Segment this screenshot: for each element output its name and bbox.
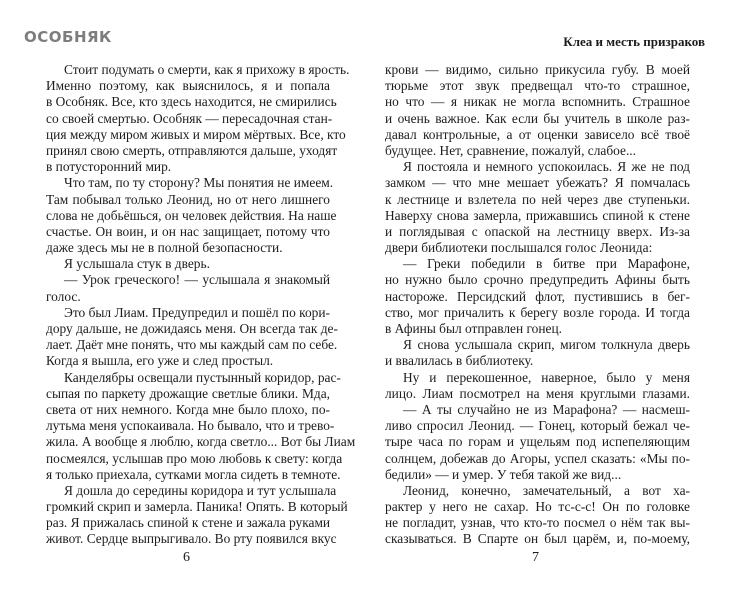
text-line: лает. Даёт мне понять, что мы каждый сам по себе.	[46, 337, 338, 353]
text-line: ливо спросил Леонид. — Гонец, который бежал че-	[385, 418, 690, 434]
text-line: Что там, по ту сторону? Мы понятия не имеем.	[64, 175, 334, 191]
text-line: двери библиотеки послышался голос Леонида:	[385, 240, 653, 256]
text-line: — Урок греческого! — услышала я знакомый	[64, 272, 330, 288]
text-line: Я снова услышала скрип, мигом толкнула дверь	[403, 337, 690, 353]
running-header-book-title: ОСОБНЯК	[24, 28, 112, 46]
text-line: я только приехала, сутками могла сидеть в темноте.	[46, 466, 341, 482]
text-line: принял свою смерть, отправляются дальше, уходят	[46, 142, 338, 158]
text-line: Я постояла и немного успокоилась. Я же не под	[403, 159, 690, 175]
text-line: раз. Я прижалась спиной к стене и зажала руками	[46, 515, 331, 531]
text-line: тюрьме этот звук предвещал что-то страшное,	[385, 78, 690, 94]
text-line: не погладит, узнав, что кто-то посмел о нём так вы-	[385, 515, 690, 531]
text-line: лицо. Лиам посмотрел на меня круглыми глазами.	[385, 385, 690, 401]
text-line: дору дальше, не дожидаясь меня. Он всегда так де-	[46, 321, 338, 336]
text-line: в потусторонний мир.	[46, 159, 172, 175]
text-line: Стоит подумать о смерти, как я прихожу в ярость.	[64, 62, 350, 77]
text-line: живот. Сердце выпрыгивало. Во рту появился вкус	[46, 531, 337, 547]
text-line: со своей смертью. Особняк — пересадочная стан-	[46, 110, 333, 126]
text-line: Ну и перекошенное, наверное, было у меня	[403, 369, 690, 385]
text-line: Канделябры освещали пустынный коридор, рас-	[64, 369, 341, 385]
text-line: настороже. Персидский флот, пустившись в бег-	[385, 288, 690, 304]
right-page	[375, 0, 750, 599]
text-line: громкий скрип и замерла. Паника! Опять. В который	[46, 499, 348, 515]
text-line: даже здесь мы не в полной безопасности.	[46, 240, 283, 256]
page-number-left: 6	[183, 550, 190, 565]
text-line: Леонид, конечно, замечательный, а вот ха-	[403, 482, 690, 498]
text-line: к лестнице и взлетела по ней через две ступеньки.	[385, 191, 690, 207]
text-line: но нужно было срочно предупредить Афины быть	[385, 272, 690, 288]
text-line: ция между миром живых и миром мёртвых. Все, кто	[46, 126, 346, 142]
text-line: крови — видимо, сильно прикусила губу. В моей	[385, 62, 690, 77]
text-line: в Особняк. Все, кто здесь находится, не смирились	[46, 94, 337, 110]
text-line: бедили» — и умер. У тебя такой же вид...	[385, 466, 622, 482]
text-line: Там побывал только Леонид, но от него лишнего	[46, 191, 330, 207]
text-line: тыре часа по горам и ущельям под испепеляющим	[385, 434, 690, 450]
text-line: но что — я никак не могла вспомнить. Страшное	[385, 94, 690, 110]
text-line: рактер у него не сахар. Но тс-с-с! Он по головке	[385, 499, 690, 515]
right-page-text	[385, 62, 690, 548]
text-line: посмеялся, услышав про мою любовь к свету: когда	[46, 450, 343, 466]
text-line: сыпая по паркету дрожащие светлые блики. Мда,	[46, 385, 330, 401]
text-line: и очень важное. Как если бы учитель в школе раз-	[385, 110, 690, 126]
text-line: и ввалилась в библиотеку.	[385, 353, 534, 369]
text-line: — Греки победили в битве при Марафоне,	[403, 256, 690, 272]
text-line: ство, мог причалить к берегу возле города. И тогда	[385, 304, 690, 320]
text-line: — А ты случайно не из Марафона? — насмеш-	[403, 401, 690, 417]
text-line: сказываться. В Спарте он был царём, и, по-моему,	[385, 531, 690, 547]
text-line: Это был Лиам. Предупредил и пошёл по кори-	[64, 304, 330, 320]
text-line: лутьма меня успокаивала. Но бывало, что и трево-	[46, 418, 335, 434]
text-line: давал контрольные, а от оценки зависело всё твоё	[385, 126, 690, 142]
text-line: голос.	[46, 288, 81, 304]
text-line: Наверху снова замерла, прижавшись спиной к стене	[385, 207, 690, 223]
page-number-right: 7	[532, 550, 539, 565]
text-line: и поглядывая с опаской на лестницу вверх. Из-за	[385, 223, 690, 239]
text-line: Именно поэтому, как выяснилось, я и попала	[46, 78, 330, 94]
text-line: замком — что мне мешает убежать? Я помчалась	[385, 175, 690, 191]
text-line: Я услышала стук в дверь.	[64, 256, 210, 272]
text-line: солнцем, добежав до Агоры, успел сказать: «Мы по-	[385, 450, 690, 466]
text-line: будущее. Нет, сравнение, пожалуй, слабое...	[385, 142, 637, 158]
left-page-text	[46, 62, 356, 548]
text-line: слова не добьёшься, он человек действия. На наше	[46, 207, 337, 223]
text-line: жила. А вообще я люблю, когда светло... Вот бы Лиам	[46, 434, 356, 450]
running-header-chapter-title: Клеа и месть призраков	[563, 34, 705, 49]
text-line: счастье. Он воин, и он нас защищает, потому что	[46, 223, 330, 239]
text-line: Когда я вышла, его уже и след простыл.	[46, 353, 274, 369]
text-line: Я дошла до середины коридора и тут услышала	[64, 482, 337, 498]
text-line: в Афины был отправлен гонец.	[385, 321, 562, 336]
text-line: света от них немного. Когда мне было плохо, по-	[46, 401, 330, 417]
